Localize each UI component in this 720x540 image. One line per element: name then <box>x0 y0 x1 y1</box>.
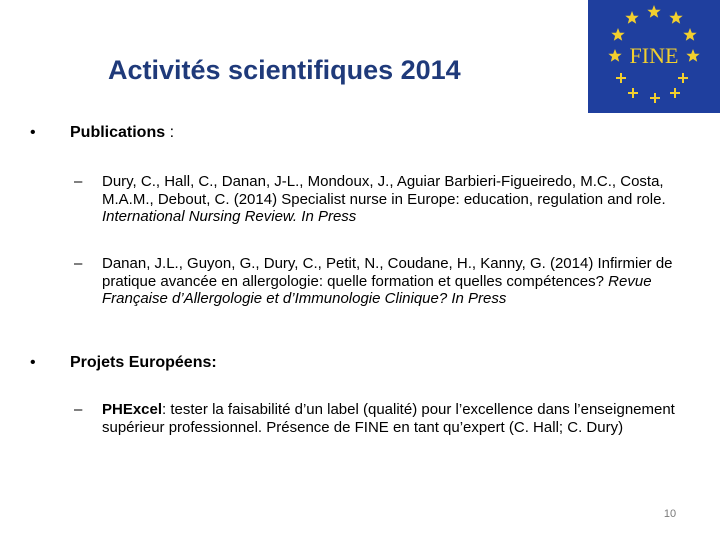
star-icon <box>647 5 660 18</box>
fine-logo <box>588 0 720 113</box>
publications-colon: : <box>165 124 175 141</box>
logo-text: FINE <box>629 43 679 68</box>
bullet-marker: • <box>30 124 36 141</box>
project-item <box>74 401 682 436</box>
star-icon <box>669 11 682 24</box>
dash-marker: – <box>74 173 83 190</box>
star-icon <box>608 49 621 62</box>
bullet-marker: • <box>30 354 36 371</box>
publication-citation: Danan, J.L., Guyon, G., Dury, C., Petit, N., Coudane, H., Kanny, G. (2014) Infirmier de pratique avancée en allergologie: quelle formation et quelles compétences? <box>102 255 673 290</box>
publication-journal: Revue Française d’Allergologie et d’Immunologie Clinique? In Press <box>102 272 652 307</box>
star-icon <box>683 28 696 41</box>
publications-label: Publications <box>70 124 166 141</box>
publication-item <box>74 173 682 226</box>
page-number: 10 <box>663 508 677 520</box>
dash-marker: – <box>74 255 83 272</box>
projets-label: Projets Européens <box>70 354 212 371</box>
star-icon <box>686 49 699 62</box>
star-icon <box>625 11 638 24</box>
fine-logo-graphic <box>588 0 720 113</box>
publication-citation: Dury, C., Hall, C., Danan, J-L., Mondoux, J., Aguiar Barbieri-Figueiredo, M.C., Costa, M.A.M., Debout, C. (2014) Specialist nurse in Europe: education, regulation and role. <box>102 173 666 208</box>
projets-colon: : <box>211 354 217 371</box>
dash-marker: – <box>74 401 83 418</box>
project-description: : tester la faisabilité d’un label (qualité) pour l’excellence dans l’enseignement supérieur professionnel. Présence de FINE en tant qu’expert (C. Hall; C. Dury) <box>102 401 675 436</box>
slide-title: Activités scientifiques 2014 <box>108 55 461 85</box>
project-name: PHExcel <box>102 401 163 418</box>
star-icon <box>611 28 624 41</box>
publication-item <box>74 255 682 308</box>
publication-journal: International Nursing Review. In Press <box>102 208 357 225</box>
